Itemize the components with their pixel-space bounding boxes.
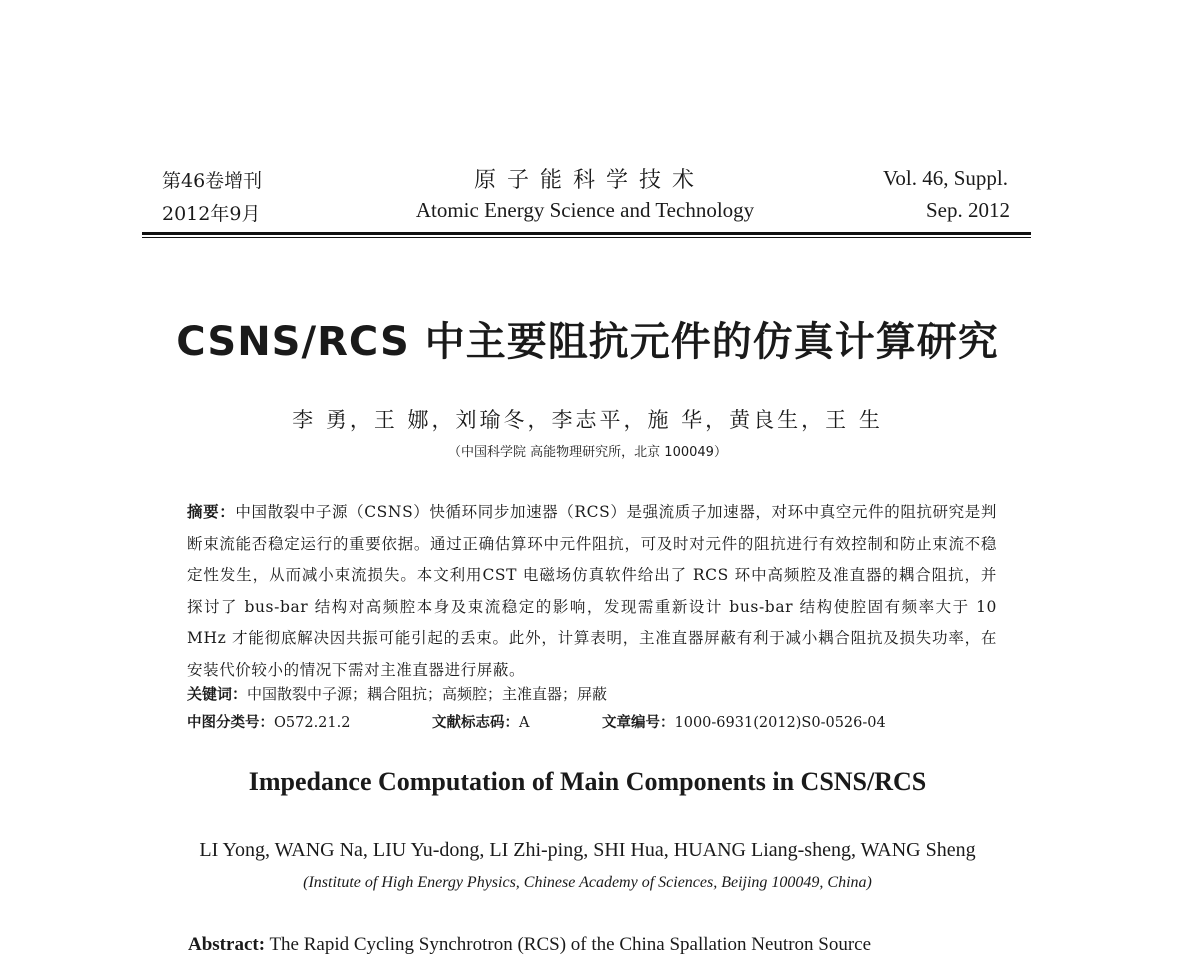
clc-label: 中图分类号： bbox=[187, 715, 274, 731]
header-rule-thick bbox=[142, 232, 1031, 235]
volume-cn: 第46卷增刊 bbox=[162, 170, 263, 192]
keywords-cn bbox=[187, 683, 607, 704]
affiliation-en: (Institute of High Energy Physics, Chinese Academy of Sciences, Beijing 100049, China) bbox=[303, 874, 872, 891]
journal-name-en: Atomic Energy Science and Technology bbox=[415, 198, 755, 222]
date-en: Sep. 2012 bbox=[926, 198, 1010, 222]
clc-value: O572.21.2 bbox=[274, 715, 351, 731]
clc-number bbox=[187, 711, 350, 732]
doc-code-label: 文献标志码： bbox=[432, 715, 519, 731]
date-cn: 2012年9月 bbox=[162, 203, 261, 225]
paper-title-cn: CSNS/RCS 中主要阻抗元件的仿真计算研究 bbox=[176, 319, 999, 365]
affiliation-cn: （中国科学院 高能物理研究所，北京 100049） bbox=[448, 445, 727, 460]
abstract-cn-label: 摘要： bbox=[187, 503, 236, 521]
abstract-cn-text: 中国散裂中子源（CSNS）快循环同步加速器（RCS）是强流质子加速器，对环中真空元件的阻抗研究是判断束流能否稳定运行的重要依据。通过正确估算环中元件阻抗，可及时对元件的阻抗进行有效控制和防止束流不稳定性发生，从而减小束流损失。本文利用CST 电磁场仿真软件给出了 RCS 环中高频腔及准直器的耦合阻抗，并探讨了 bus-bar 结构对高频腔本身及束流稳定的影响，发现需重新设计 bus-bar 结构使腔固有频率大于 10 MHz 才能彻底解决因共振可能引起的丢束。此外，计算表明，主准直器屏蔽有利于减小耦合阻抗及损失功率，在安装代价较小的情况下需对主准直器进行屏蔽。 bbox=[187, 503, 997, 679]
doc-code-value: A bbox=[519, 715, 530, 731]
header-rule-thin bbox=[142, 237, 1031, 238]
journal-name-cn: 原 子 能 科 学 技 术 bbox=[474, 168, 696, 193]
abstract-cn bbox=[187, 497, 997, 687]
abstract-en-label: Abstract: bbox=[188, 934, 266, 955]
abstract-en-text: The Rapid Cycling Synchrotron (RCS) of the China Spallation Neutron Source bbox=[269, 934, 872, 955]
doc-code bbox=[432, 711, 529, 732]
authors-en: LI Yong, WANG Na, LIU Yu-dong, LI Zhi-ping, SHI Hua, HUANG Liang-sheng, WANG Sheng bbox=[199, 839, 976, 861]
volume-en: Vol. 46, Suppl. bbox=[882, 166, 1008, 190]
paper-title-en: Impedance Computation of Main Components in CSNS/RCS bbox=[248, 767, 927, 796]
article-number bbox=[602, 711, 886, 732]
abstract-en bbox=[188, 934, 871, 956]
keywords-cn-label: 关键词： bbox=[187, 685, 248, 703]
authors-cn: 李 勇，王 娜，刘瑜冬，李志平，施 华，黄良生，王 生 bbox=[292, 408, 883, 432]
article-number-label: 文章编号： bbox=[602, 715, 675, 731]
article-number-value: 1000-6931(2012)S0-0526-04 bbox=[674, 715, 886, 731]
keywords-cn-text: 中国散裂中子源；耦合阻抗；高频腔；主准直器；屏蔽 bbox=[247, 685, 608, 703]
